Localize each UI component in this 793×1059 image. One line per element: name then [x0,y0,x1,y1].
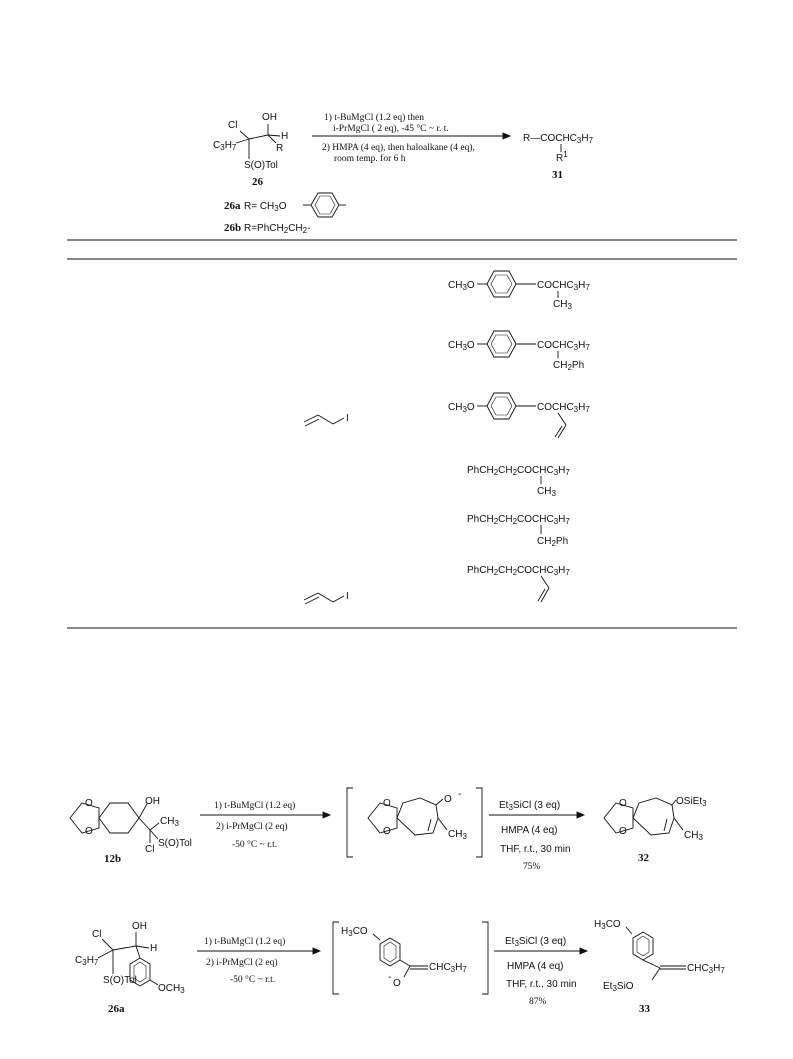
substituent-ch3: $CH_3$ [553,299,572,311]
label-o: O [85,798,93,809]
cond-step1: 1) t-BuMgCl (1.2 eq) [214,801,296,811]
label-h: H [150,943,158,954]
table-row [304,565,570,604]
label-ch3: $CH_3$ [160,816,179,828]
arrow-head [503,133,510,139]
bond [102,939,113,950]
label-oh: OH [145,796,160,807]
cycloheptene-ring [397,798,438,835]
bond [674,818,683,830]
cond-hmpa: HMPA (4 eq) [507,961,564,972]
bracket-right [482,922,488,994]
label-sotol: S(O)Tol [244,160,278,171]
bond [538,589,545,601]
label-cl: Cl [92,929,102,940]
bond [139,818,150,830]
benzene-inner [491,275,512,293]
bond [438,818,447,830]
reactant-26 [213,112,288,188]
product-32 [604,796,707,864]
label-o: O [619,798,627,809]
bond [318,415,333,424]
scheme-2-conditions-2 [489,800,584,872]
cond-step1: 1) t-BuMgCl (1.2 eq) [204,937,286,947]
cycloheptene-ring [633,798,674,835]
cyclohexane-ring [99,803,139,833]
product-cochc3h7: $COCHC_3H_7$ [537,280,590,292]
substituent-ch3: $CH_3$ [537,486,556,498]
bracket-right [476,788,482,857]
compound-number-26a: 26a [108,1003,125,1015]
arrow-head [577,812,584,818]
label-osiet3: OSiEt$_3$ [676,796,707,808]
label-cl: Cl [145,844,155,855]
label-o: O [383,826,391,837]
label-r: R [276,143,284,154]
benzene-inner [134,962,146,982]
bond [136,946,149,948]
label-sotol: S(O)Tol [158,838,192,849]
label-sotol: S(O)Tol [103,975,137,986]
label-ch3: $CH_3$ [448,829,467,841]
benzene-inner [637,936,649,956]
bond [268,135,280,136]
cond-yield: 75% [523,862,541,872]
cond-solvent: THF, r.t., 30 min [506,979,577,990]
bond [236,139,249,143]
scheme-2 [70,788,707,872]
product-cochc3h7: $COCHC_3H_7$ [537,402,590,414]
label-o: O [619,826,627,837]
bond [558,413,566,425]
bond [249,135,268,139]
product-phch2ch2: $PhCH_2CH_2COCHC_3H_7$ [467,465,570,477]
intermediate-enolate-1 [347,788,482,857]
label-26b: 26b [224,222,242,234]
bond [404,966,410,977]
label-o: O [383,798,391,809]
product-ch3o: $CH_3O$ [448,280,475,292]
bond [98,950,113,958]
benzene-inner [491,335,512,353]
cond-step2-line1: 2) HMPA (4 eq), then haloalkane (4 eq), [322,143,475,153]
arrow-head [313,948,320,954]
allyl-iodide [304,413,349,426]
double-bond [664,819,667,831]
label-ch3: $CH_3$ [684,830,703,842]
label-et3sio: $Et_3SiO$ [603,981,634,993]
scheme-3-conditions-1 [197,936,320,985]
label-oh: OH [132,921,147,932]
bond [150,830,158,839]
cond-step1-line2: i-PrMgCl ( 2 eq), -45 °C ~ r. t. [333,124,449,134]
bond [541,576,549,588]
r-definitions [224,193,346,235]
bond [333,418,344,424]
label-chc3h7: $CHC_3H_7$ [687,963,725,975]
label-c3h7: $C_3H_7$ [213,140,237,152]
bond [436,799,443,805]
label-och3: $OCH_3$ [158,983,185,995]
label-cl: Cl [228,120,238,131]
bond [555,426,562,437]
product-phch2ch2: $PhCH_2CH_2COCHC_3H_7$ [467,565,570,577]
cond-temp: -50 °C ~ r.t. [232,840,278,850]
label-o-minus: O [393,978,401,989]
scheme-3-conditions-2 [494,936,587,1007]
label-o-minus: O [444,794,452,805]
table-row [467,465,570,498]
compound-number-32: 32 [638,852,649,864]
label-minus: - [458,789,462,800]
arrow-head [323,812,330,818]
substituent-ch2ph: $CH_2Ph$ [553,360,585,372]
scheme-1 [213,112,594,235]
label-26b-text: $R=PhCH_2CH_2-$ [244,223,311,235]
bond [541,588,549,602]
cond-reagent: $Et_3SiCl$ (3 eq) [505,936,567,948]
cond-step2: 2) i-PrMgCl (2 eq) [206,958,278,968]
product-formula: $R—COCHC_3H_7$ [523,133,594,145]
bond [150,823,159,830]
compound-number-33: 33 [639,1003,650,1015]
bracket-left [347,788,353,857]
cond-hmpa: HMPA (4 eq) [501,825,558,836]
label-c3h7: $C_3H_7$ [75,955,99,967]
label-26a-text: $R= CH_3O$ [244,201,287,213]
bond [373,934,380,940]
product-cochc3h7: $COCHC_3H_7$ [537,340,590,352]
compound-number-12b: 12b [104,853,122,865]
compound-number-26: 26 [252,176,263,188]
product-33 [594,919,725,1015]
scheme-3 [75,919,725,1015]
double-bond [428,819,431,831]
cond-step2: 2) i-PrMgCl (2 eq) [216,822,288,832]
bond [400,960,410,966]
compound-number-31: 31 [552,169,563,181]
cond-reagent: $Et_3SiCl$ (3 eq) [499,800,561,812]
benzene-inner [315,196,335,214]
bond [318,593,333,602]
bond [268,135,276,143]
label-26a: 26a [224,200,241,212]
product-ch3o: $CH_3O$ [448,402,475,414]
allyl-iodide [304,591,349,604]
product-phch2ch2: $PhCH_2CH_2COCHC_3H_7$ [467,514,570,526]
cond-step1-line1: 1) t-BuMgCl (1.2 eq) then [324,113,425,123]
bond [113,946,136,950]
arrow-head [580,948,587,954]
bond [150,980,158,985]
reactant-12b [70,796,192,865]
label-h3co: $H_3CO$ [341,926,368,938]
product-31 [523,133,594,181]
table-row [467,514,570,548]
benzene-inner [384,942,396,962]
bond [558,425,566,438]
scheme-2-conditions-1 [200,800,330,850]
iodine-label: I [346,413,349,424]
cond-yield: 87% [529,997,547,1007]
product-ch3o: $CH_3O$ [448,340,475,352]
table-row [304,393,590,438]
bond [333,596,344,602]
bond [240,131,249,139]
cond-step2-line2: room temp. for 6 h [334,154,406,164]
label-chc3h7: $CHC_3H_7$ [429,962,467,974]
bracket-left [333,922,339,994]
scheme-1-conditions [312,112,510,164]
table-row [448,271,590,311]
benzene-inner [491,397,512,415]
reactant-26a [75,921,185,1015]
bond [643,960,660,968]
label-h: H [281,131,289,142]
label-o: O [85,826,93,837]
cond-temp: -50 °C ~ r.t. [230,975,276,985]
cond-solvent: THF, r.t., 30 min [500,844,571,855]
product-r1: $R^1$ [556,150,568,164]
bond [136,946,140,958]
table-row [448,331,590,372]
label-minus: - [388,972,392,983]
label-oh: OH [262,112,277,123]
label-h3co: $H_3CO$ [594,919,621,931]
substituent-ch2ph: $CH_2Ph$ [537,536,569,548]
intermediate-enolate-2 [333,922,488,994]
bond [626,927,632,934]
bond [652,968,660,980]
iodine-label: I [346,591,349,602]
